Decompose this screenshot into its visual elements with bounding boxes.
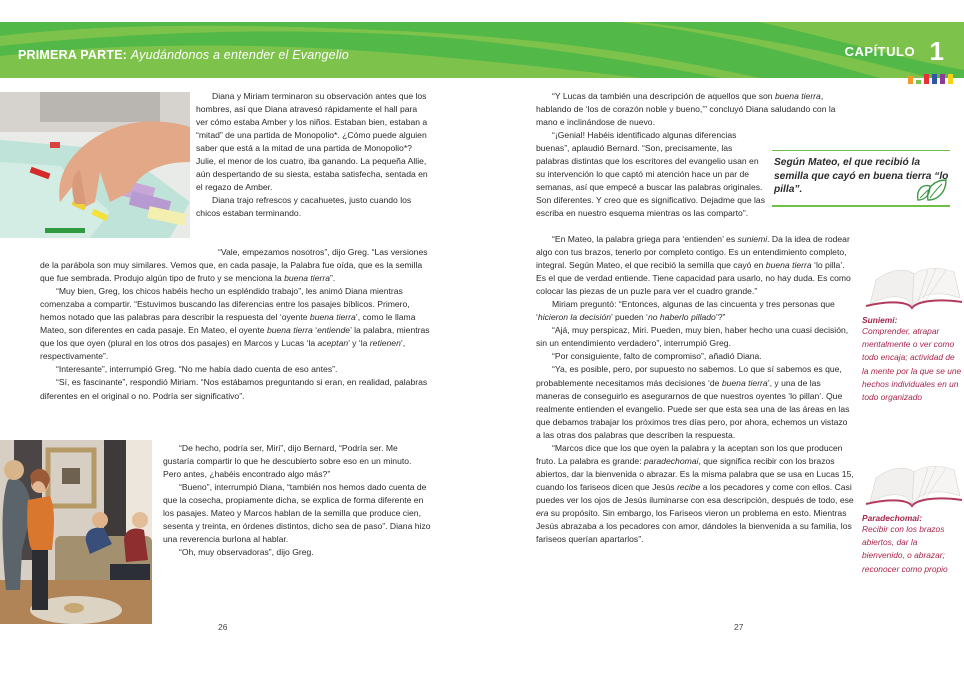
italic-text: paradechomai [643,455,699,466]
color-bar-segment [948,74,953,84]
text-run: ”. [330,273,336,284]
text-run: “Y Lucas da también una descripción de aquellos que son [552,91,775,101]
color-bar-segment [932,74,937,84]
right-page-text-main [536,233,854,546]
paragraph [196,90,428,194]
text-run: “Vale, empezamos nosotros”, dijo Greg. “Las versiones de la parábola son muy similares. Vemos que, en cada pasaje, la Palabra fue oída, que es la semilla que fue sembrada. Produjo algún tipo de fruto y se menciona la [40,247,428,284]
italic-text: no haberlo pillado [647,312,716,323]
color-bar-segment [908,76,913,84]
glossary-definition: Comprender, atrapar mentalmente o ver como todo encaja; actividad de la mente por la que se une hechos individuales en un todo organizado [862,326,962,403]
paragraph [163,442,431,481]
text-run: ‘ [312,325,318,336]
italic-text: buena tierra [721,377,768,388]
open-book-icon [862,462,962,508]
glossary-term: Paradechomai: [862,513,923,523]
italic-text: buena tierra [284,273,330,284]
paragraph [536,129,766,220]
chapter-number: 1 [929,36,944,66]
left-page-text-top [196,90,428,220]
italic-text: buena tierra [765,260,812,271]
paragraph [40,246,430,285]
text-run: ’ pueden ‘ [611,312,648,323]
paragraph [40,363,430,376]
leaf-icon [914,178,948,202]
chapter-label: CAPÍTULO [844,44,916,59]
text-run: ’?” [715,312,726,323]
text-run: ’, y una de las maneras de conseguirlo es asegurarnos de que nuestros oyentes ‘lo pillan’. Que realmente entienden el evangelio. Puede ser que esta sea una de las áreas en las que debamos trabajar los próximos tres días pero, por ahora, echemos un vistazo a las otras dos palabras que describen la respuesta. [536,377,850,440]
italic-text: aceptan [317,338,349,349]
color-bar-segment [940,74,945,84]
monopoly-photo [0,92,190,238]
text-run: Miriam preguntó: “Entonces, algunas de las cincuenta y tres personas que ‘ [536,299,835,323]
italic-text: buena tierra [309,312,356,323]
paragraph [536,298,854,324]
paragraph [40,285,430,363]
italic-text: buena tierra [774,91,821,101]
text-run: “Oh, muy observadoras”, dijo Greg. [179,547,314,558]
italic-text: entiende [317,325,351,336]
glossary-paradechomai [862,462,962,576]
part-title [18,48,349,62]
glossary-term: Suniemi: [862,315,898,325]
text-run: “Ajá, muy perspicaz, Miri. Pueden, muy bien, haber hecho una cuasi decisión, sin un entendimiento verdadero”, interrumpió Greg. [536,325,849,349]
pull-quote [772,150,950,207]
page-number-right: 27 [734,622,744,632]
left-page-text-middle [40,246,430,403]
color-bar-segment [924,74,929,84]
text-run: “Interesante”, interrumpió Greg. “No me había dado cuenta de eso antes”. [56,364,338,375]
paragraph [196,194,428,220]
text-run: , hablando de ‘los de corazón noble y bueno,’” concluyó Diana saludando con la mano e inclinándose de nuevo. [536,91,836,128]
italic-text: retienen [369,338,401,349]
text-run: “¡Genial! Habéis identificado algunas diferencias buenas”, aplaudió Bernard. “Son, precisamente, las palabras distintas que los escritores del evangelio usan en su intervención lo que captó mi atención hace un par de semanas, así que empecé a buscar las palabras originales. Son diferentes. Y creo que es significativo. Dejadme que las escriba en nuestro esquema mientras os las comparto”. [536,130,765,219]
left-page-text-bottom [163,442,431,559]
page-number-left: 26 [218,622,228,632]
text-run: ’, respectivamente”. [40,338,406,362]
paragraph [536,442,854,546]
italic-text: hicieron la decisión [537,312,612,323]
italic-text: buena tierra [266,325,313,336]
paragraph [536,90,852,129]
text-run: ‘lo pilla’. Es el que de verdad entiende. Tiene capacidad para usarlo, no hay duda. Es como colocar las piezas de un puzle para ver el cuadro grande.” [536,260,851,297]
text-run: . Da la idea de rodear algo con tus brazos, tenerlo por completo contigo. Es un entendimiento completo, integral. Según Mateo, el que recibió la semilla que cayó en [536,234,850,271]
text-run: , que significa recibir con los brazos abiertos, dar la bienvenida o abrazar. Es la misma palabra que se usa en Lucas 15, cuando los fariseos dicen que Jesús [536,455,854,492]
text-run: ’, como le llama Mateo, son diferentes en cada pasaje. En Mateo, el oyente [40,312,416,336]
text-run: “Sí, es fascinante”, respondió Miriam. “Nos estábamos preguntando si eran, en realidad, palabras diferentes en el original o no. Podría ser significativo”. [40,377,428,401]
paragraph [536,324,854,350]
text-run: Diana trajo refrescos y cacahuetes, justo cuando los chicos estaban terminando. [196,195,412,219]
right-page-text-narrow [536,129,766,220]
glossary-definition: Recibir con los brazos abiertos, dar la bienvenido, o abrazar; reconocer como propio [862,524,948,574]
open-book-icon [862,264,962,310]
pull-quote-text: Según Mateo, el que recibió la semilla que cayó en buena tierra “lo pilla”. [774,157,949,195]
text-run: ’ la palabra, mientras que los que oyen (plural en los otros dos pasajes) en Marcos y Lucas ‘la [40,325,430,349]
paragraph [40,376,430,402]
chapter-heading [845,36,944,67]
text-run: “Por consiguiente, falto de compromiso”, añadió Diana. [552,351,762,362]
italic-text: recibe [676,481,701,492]
italic-text: suniemi [737,234,768,244]
italic-text: era [536,507,549,518]
text-run: “Marcos dice que los que oyen la palabra y la aceptan son los que producen fruto. La palabra es grande: [536,442,843,466]
chapter-banner [0,22,964,78]
paragraph [163,546,431,559]
part-label: PRIMERA PARTE: [18,48,128,62]
text-run: “Ya, es posible, pero, por supuesto no sabemos. Lo que sí sabemos es que, probablemente necesitamos más decisiones ‘de [536,364,842,388]
paragraph [163,481,431,546]
text-run: su propósito. Sin embargo, los Fariseos vieron un problema en esto. Mientras Jesús abrazaba a los pecadores con amor, dándoles la bienvenida a su familia, los fariseos querían apartarlos”. [536,507,852,545]
text-run: “Muy bien, Greg, los chicos habéis hecho un espléndido trabajo”, les animó Diana mientras comenzaba a compartir. “Estuvimos buscando las diferencias entre los pasajes bíblicos. Primero, hemos notado que las palabras para describir la respuesta del ‘oyente [40,286,410,323]
text-run: a los pecadores y come con ellos. Casi puedes ver los ojos de Jesús iluminarse con esa descripción, después de todo, ese [536,481,854,505]
text-run: “De hecho, podría ser, Miri”, dijo Bernard, “Podría ser. Me gustaría compartir lo que he descubierto sobre eso en un minuto. Pero antes, ¿habéis encontrado algo más?” [163,443,412,480]
part-subtitle: Ayudándonos a entender el Evangelio [130,48,349,62]
text-run: ’ y ‘la [348,338,370,349]
text-run: “Bueno”, interrumpió Diana, “también nos hemos dado cuenta de que la cosecha, propiamente dicha, se explica de forma diferente en los pasajes. Mateo y Marcos hablan de la semilla que produce cien, sesenta y treinta, en órdenes distintos, dicho sea de paso”. Diana hizo una reverencia burlona al hablar. [163,482,431,545]
paragraph [536,350,854,363]
color-bar-segment [916,80,921,84]
group-study-photo [0,440,152,624]
chapter-color-bar [908,72,964,84]
glossary-suniemi [862,264,962,404]
text-run: “En Mateo, la palabra griega para ‘entienden’ es [552,234,738,244]
paragraph [536,363,854,441]
paragraph [536,233,854,298]
right-page-text-top [536,90,852,129]
text-run: Diana y Miriam terminaron su observación antes que los hombres, así que Diana atravesó rápidamente el hall para ver cómo estaba Amber y los niños. Estaban bien, estaban a “mitad” de una partida de Monopolio*. ¿Cómo puede alguien saber que está a la mitad de una partida de Monopolio*? Julie, el menor de los cuatro, iba ganando. La pequeña Allie, aún despertando de su siesta, estaba satisfecha, sentada en el regazo de Amber. [196,91,428,193]
